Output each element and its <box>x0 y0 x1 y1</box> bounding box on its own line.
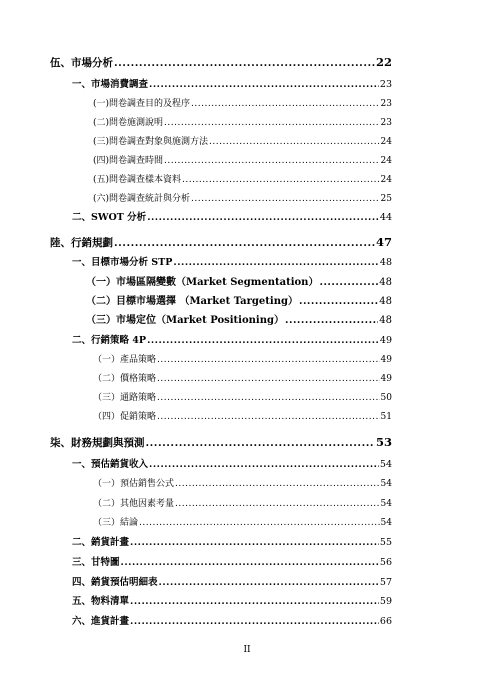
dot-leader <box>157 391 380 405</box>
dot-leader <box>209 135 380 149</box>
toc-entry-title: (六)問卷調查統計與分析 <box>93 194 191 204</box>
dot-leader <box>149 78 379 92</box>
toc-entry-page-number: 54 <box>379 459 392 470</box>
toc-entry-page-number: 54 <box>380 518 392 528</box>
dot-leader <box>157 372 380 386</box>
toc-entry-page-number: 57 <box>379 577 392 588</box>
toc-entry[interactable] <box>72 211 392 225</box>
dot-leader <box>147 211 379 225</box>
dot-leader <box>164 116 380 130</box>
toc-entry[interactable] <box>93 410 392 424</box>
toc-entry[interactable] <box>86 276 392 290</box>
toc-entry[interactable] <box>72 458 392 472</box>
toc-entry[interactable] <box>93 192 392 206</box>
toc-entry-title: 五、物料清單 <box>72 596 130 607</box>
toc-entry[interactable] <box>93 391 392 405</box>
toc-entry-page-number: 49 <box>379 335 392 346</box>
toc-entry-page-number: 24 <box>380 137 392 147</box>
toc-entry[interactable] <box>72 556 392 570</box>
toc-entry-page-number: 48 <box>379 296 392 307</box>
toc-entry[interactable] <box>50 235 392 249</box>
dot-leader <box>164 154 380 168</box>
toc-entry-title: （三）市場定位（Market Positioning） <box>86 315 284 326</box>
toc-entry[interactable] <box>93 97 392 111</box>
dot-leader <box>173 256 379 270</box>
toc-entry-title: (五)問卷調查樣本資料 <box>93 175 182 185</box>
dot-leader <box>130 536 379 550</box>
toc-entry-page-number: 23 <box>380 118 392 128</box>
toc-entry-page-number: 24 <box>380 156 392 166</box>
dot-leader <box>175 477 380 491</box>
toc-entry-title: (四)問卷調查時間 <box>93 156 164 166</box>
toc-entry[interactable] <box>93 135 392 149</box>
toc-entry-title: （二）價格策略 <box>93 374 157 384</box>
toc-entry-page-number: 49 <box>380 374 392 384</box>
page-number-footer: II <box>243 645 251 655</box>
toc-entry-page-number: 51 <box>380 412 392 422</box>
toc-entry-title: （一）預估銷售公式 <box>93 479 175 489</box>
toc-entry-page-number: 66 <box>379 616 392 627</box>
dot-leader <box>191 192 380 206</box>
toc-entry-title: (三)問卷調查對象與施測方法 <box>93 137 209 147</box>
dot-leader <box>114 56 375 70</box>
toc-entry-title: 三、甘特圖 <box>72 557 120 568</box>
toc-entry[interactable] <box>50 55 392 69</box>
toc-entry-page-number: 48 <box>379 257 392 268</box>
toc-entry[interactable] <box>72 78 392 92</box>
dot-leader <box>130 615 379 629</box>
toc-entry-page-number: 50 <box>380 393 392 403</box>
toc-entry-title: （二）目標市場選擇 （Market Targeting） <box>86 296 298 307</box>
toc-entry[interactable] <box>93 353 392 367</box>
toc-entry[interactable] <box>93 516 392 530</box>
toc-entry-page-number: 22 <box>375 55 392 69</box>
toc-entry-page-number: 48 <box>379 277 392 288</box>
dot-leader <box>146 436 375 450</box>
toc-entry[interactable] <box>93 154 392 168</box>
dot-leader <box>182 173 380 187</box>
toc-entry-title: （三）通路策略 <box>93 393 157 403</box>
dot-leader <box>121 556 379 570</box>
toc-entry[interactable] <box>93 173 392 187</box>
toc-entry[interactable] <box>50 435 392 449</box>
toc-entry-page-number: 53 <box>375 435 392 449</box>
toc-entry-title: (二)問卷施測說明 <box>93 118 164 128</box>
dot-leader <box>157 410 380 424</box>
toc-entry-page-number: 23 <box>380 99 392 109</box>
toc-entry-page-number: 54 <box>380 499 392 509</box>
toc-entry-title: (一)問卷調查目的及程序 <box>93 99 191 109</box>
toc-entry-title: 四、銷貨預估明細表 <box>72 577 158 588</box>
toc-entry-page-number: 59 <box>379 596 392 607</box>
toc-entry-title: 一、預估銷貨收入 <box>72 459 149 470</box>
toc-entry-page-number: 25 <box>380 194 392 204</box>
toc-entry-page-number: 49 <box>380 355 392 365</box>
toc-entry-title: （一）市場區隔變數（Market Segmentation） <box>86 277 319 288</box>
dot-leader <box>149 458 379 472</box>
toc-entry-title: 一、目標市場分析 STP <box>72 257 173 268</box>
toc-entry[interactable] <box>93 372 392 386</box>
toc-entry-title: 二、SWOT 分析 <box>72 212 147 223</box>
dot-leader <box>285 314 378 328</box>
dot-leader <box>191 97 380 111</box>
toc-entry[interactable] <box>72 576 392 590</box>
toc-entry[interactable] <box>72 595 392 609</box>
toc-entry[interactable] <box>72 256 392 270</box>
toc-entry[interactable] <box>86 314 392 328</box>
toc-entry-title: 柒、財務規劃與預測 <box>50 437 145 449</box>
toc-entry-page-number: 55 <box>379 537 392 548</box>
toc-entry-title: 二、銷貨計畫 <box>72 537 130 548</box>
toc-entry-title: 陸、行銷規劃 <box>50 237 113 249</box>
toc-entry-title: 二、行銷策略 4P <box>72 335 147 346</box>
dot-leader <box>299 295 378 309</box>
toc-entry-title: （三）結論 <box>93 518 139 528</box>
dot-leader <box>157 353 380 367</box>
toc-entry-page-number: 24 <box>380 175 392 185</box>
toc-entry-page-number: 23 <box>379 79 392 90</box>
dot-leader <box>175 497 380 511</box>
toc-entry[interactable] <box>72 334 392 348</box>
toc-entry[interactable] <box>72 536 392 550</box>
dot-leader <box>139 516 380 530</box>
toc-entry-title: （二）其他因素考量 <box>93 499 175 509</box>
dot-leader <box>319 276 378 290</box>
toc-entry-title: （一）產品策略 <box>93 355 157 365</box>
toc-entry[interactable] <box>93 477 392 491</box>
toc-entry[interactable] <box>93 116 392 130</box>
dot-leader <box>147 334 379 348</box>
toc-entry-page-number: 47 <box>375 235 392 249</box>
toc-entry[interactable] <box>86 295 392 309</box>
dot-leader <box>114 236 375 250</box>
toc-entry-title: （四）促銷策略 <box>93 412 157 422</box>
toc-entry[interactable] <box>72 615 392 629</box>
toc-entry-page-number: 44 <box>379 212 392 223</box>
dot-leader <box>159 576 379 590</box>
toc-entry-page-number: 48 <box>379 315 392 326</box>
toc-entry-title: 六、進貨計畫 <box>72 616 130 627</box>
toc-entry-page-number: 54 <box>380 479 392 489</box>
toc-entry-title: 伍、市場分析 <box>50 57 113 69</box>
dot-leader <box>130 595 379 609</box>
toc-entry-page-number: 56 <box>379 557 392 568</box>
toc-entry[interactable] <box>93 497 392 511</box>
toc-entry-title: 一、市場消費調查 <box>72 79 149 90</box>
